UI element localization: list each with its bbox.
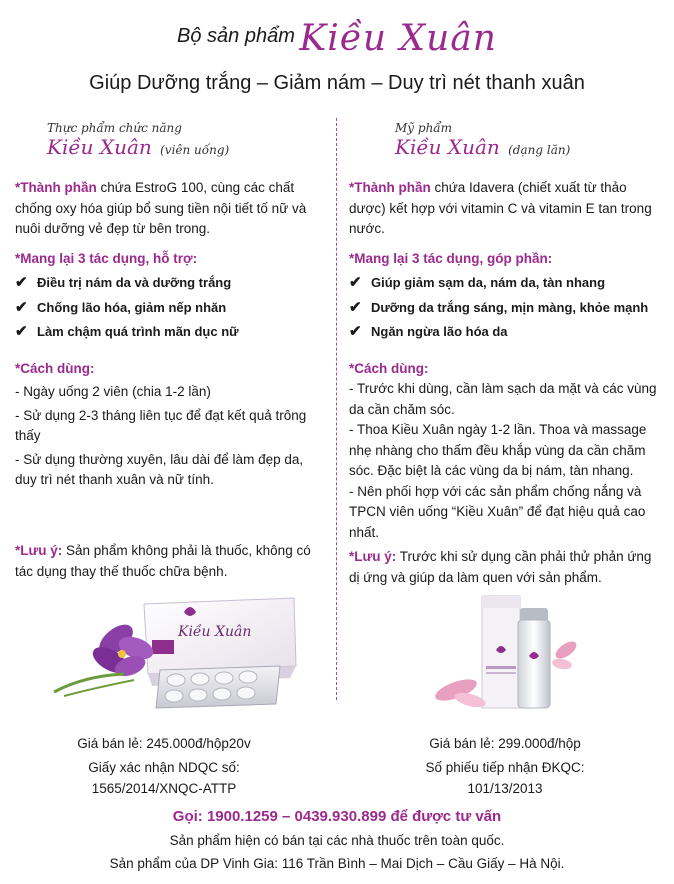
left-usage-title: *Cách dùng:: [15, 360, 95, 376]
right-ingredients-text: chứa Idavera (chiết xuất từ thảo dược) kết hợp với vitamin C và vitamin E tan trong nước.: [349, 180, 652, 236]
page-header: [0, 18, 674, 68]
list-item: [15, 273, 323, 294]
right-note-text: Trước khi sử dụng cần phải thử phản ứng dị ứng và giúp da làm quen với sản phẩm.: [349, 549, 652, 585]
right-note: [349, 547, 657, 588]
right-usage-title: *Cách dùng:: [349, 360, 429, 376]
availability-note: Sản phẩm hiện có bán tại các nhà thuốc trên toàn quốc.: [169, 833, 505, 848]
usage-line: - Trước khi dùng, cần làm sạch da mặt và các vùng da cần chăm sóc.: [349, 381, 657, 417]
left-note-label: *Lưu ý:: [15, 543, 63, 558]
check-icon: ✔: [349, 274, 362, 291]
header-brand: Kiều Xuân: [299, 18, 497, 59]
check-icon: ✔: [15, 298, 28, 316]
hotline: Gọi: 1900.1259 – 0439.930.899 để được tư vấn: [172, 808, 502, 825]
left-cert-label: Giấy xác nhận NDQC số:: [88, 760, 240, 775]
check-icon: ✔: [15, 323, 28, 340]
column-divider: [336, 118, 337, 700]
benefit-text: Dưỡng da trắng sáng, mịn màng, khỏe mạnh: [371, 299, 649, 315]
right-form: (dạng lăn): [508, 142, 571, 157]
list-item: [349, 322, 657, 343]
list-item: [349, 298, 657, 319]
left-cert-number: 1565/2014/XNQC-ATTP: [91, 781, 237, 796]
usage-line: - Sử dụng thường xuyên, lâu dài để làm đẹp da, duy trì nét thanh xuân và nữ tính.: [15, 451, 304, 487]
usage-line: - Nên phối hợp với các sản phẩm chống nắng và TPCN viên uống “Kiều Xuân” để đạt hiệu quả cao nhất.: [349, 483, 646, 540]
left-price: Giá bán lẻ: 245.000đ/hộp20v: [77, 736, 251, 751]
benefit-text: Chống lão hóa, giảm nếp nhăn: [37, 299, 227, 315]
left-form: (viên uống): [160, 142, 230, 157]
benefit-text: Điều trị nám da và dưỡng trắng: [37, 275, 232, 290]
right-column-heading: [349, 118, 657, 160]
right-cert-label: Số phiếu tiếp nhận ĐKQC:: [425, 760, 585, 775]
left-product-image: [44, 596, 314, 716]
left-benefits-title: *Mang lại 3 tác dụng, hỗ trợ:: [15, 250, 198, 266]
right-column: [349, 118, 657, 588]
left-kind: Thực phẩm chức năng: [47, 121, 182, 135]
check-icon: ✔: [15, 274, 28, 291]
box-brand-text: Kiều Xuân: [178, 624, 252, 640]
left-ingredients-text: chứa EstroG 100, cùng các chất chống oxy hóa giúp bổ sung tiền nội tiết tố nữ và nuôi dưỡng vẻ đẹp từ bên trong.: [15, 180, 307, 236]
right-ingredients: [349, 178, 657, 240]
left-note: [15, 541, 323, 582]
right-benefits-title: *Mang lại 3 tác dụng, góp phần:: [349, 250, 553, 266]
header-prefix: Bộ sản phẩm: [177, 25, 295, 47]
left-product-name: Kiều Xuân: [47, 134, 152, 159]
usage-line: - Ngày uống 2 viên (chia 1-2 lần): [15, 384, 211, 399]
left-note-text: Sản phẩm không phải là thuốc, không có tác dụng thay thế thuốc chữa bệnh.: [15, 543, 311, 579]
list-item: [15, 322, 323, 343]
right-ingredients-label: *Thành phần: [349, 180, 431, 195]
right-price: Giá bán lẻ: 299.000đ/hộp: [429, 736, 581, 751]
left-column: [15, 118, 323, 491]
usage-line: - Thoa Kiều Xuân ngày 1-2 lần. Thoa và massage nhẹ nhàng cho thấm đều khắp vùng da cần chăm sóc. Đặc biệt là các vùng da bị nám, tàn nhang.: [349, 422, 647, 478]
right-cert: [355, 757, 655, 799]
check-icon: ✔: [349, 323, 362, 340]
check-icon: ✔: [349, 298, 362, 316]
left-column-heading: [15, 118, 323, 160]
right-benefits-list: [349, 273, 657, 343]
left-ingredients-label: *Thành phần: [15, 180, 97, 195]
usage-line: - Sử dụng 2-3 tháng liên tục để đạt kết quả trông thấy: [15, 407, 307, 443]
benefit-text: Giúp giảm sạm da, nám da, tàn nhang: [371, 275, 606, 290]
header-tagline: Giúp Dưỡng trắng – Giảm nám – Duy trì nét thanh xuân: [89, 72, 585, 94]
right-product-image: [430, 590, 580, 720]
manufacturer-address: Sản phẩm của DP Vinh Gia: 116 Trần Bình – Mai Dịch – Cầu Giấy – Hà Nội.: [109, 856, 565, 871]
left-cert: [14, 757, 314, 799]
list-item: [15, 298, 323, 319]
flower-icon: [54, 619, 156, 696]
right-cert-number: 101/13/2013: [467, 781, 543, 796]
left-ingredients: [15, 178, 323, 240]
right-note-label: *Lưu ý:: [349, 549, 397, 564]
benefit-text: Ngăn ngừa lão hóa da: [371, 324, 508, 339]
right-kind: Mỹ phẩm: [395, 121, 453, 135]
right-product-name: Kiều Xuân: [395, 134, 500, 159]
left-benefits-list: [15, 273, 323, 343]
list-item: [349, 273, 657, 294]
benefit-text: Làm chậm quá trình mãn dục nữ: [37, 324, 239, 339]
